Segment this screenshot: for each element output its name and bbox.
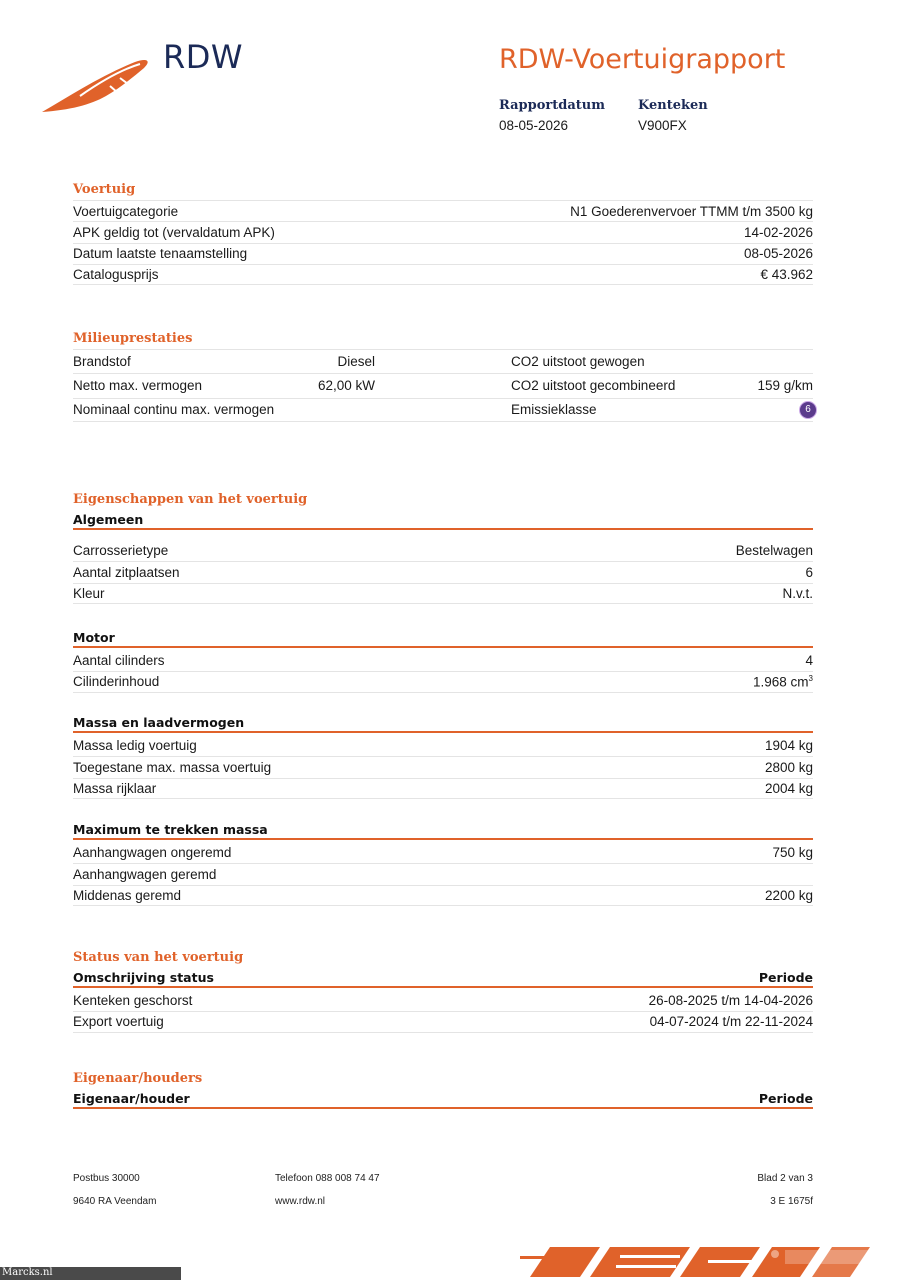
towing-subtitle <box>73 820 813 840</box>
row-label: Toegestane max. massa voertuig <box>73 759 272 775</box>
status-col-period: Periode <box>758 970 813 985</box>
engine-rows <box>73 650 813 693</box>
vehicle-rows <box>73 200 813 285</box>
footer-page-number: Blad 2 van 3 <box>757 1173 813 1184</box>
table-row <box>73 398 813 422</box>
row-label: Brandstof <box>73 354 131 370</box>
table-row <box>73 583 813 604</box>
owners-section <box>73 1069 813 1109</box>
table-row <box>73 264 813 285</box>
row-label: Export voertuig <box>73 1014 164 1030</box>
row-value: 6 <box>805 564 813 580</box>
row-label: Datum laatste tenaamstelling <box>73 246 248 262</box>
table-row <box>73 671 813 692</box>
status-section-title: Status van het voertuig <box>73 950 244 965</box>
row-label: Aanhangwagen ongeremd <box>73 845 232 861</box>
row-label: Kleur <box>73 585 105 601</box>
table-row <box>73 561 813 582</box>
row-label: Aantal cilinders <box>73 653 165 669</box>
row-label: Netto max. vermogen <box>73 378 203 394</box>
row-value: N1 Goederenvervoer TTMM t/m 3500 kg <box>570 203 813 219</box>
status-rows <box>73 990 813 1033</box>
row-value: 04-07-2024 t/m 22-11-2024 <box>649 1014 813 1030</box>
row-label: Emissieklasse <box>511 402 597 418</box>
mass-section <box>73 713 813 799</box>
row-label: Cilinderinhoud <box>73 674 160 690</box>
plate-value: V900FX <box>638 118 687 133</box>
row-label: CO2 uitstoot gewogen <box>511 354 645 370</box>
emission-class-value <box>741 401 813 419</box>
row-label: Aantal zitplaatsen <box>73 564 180 580</box>
row-label: Middenas geremd <box>73 887 182 903</box>
logo-text: RDW <box>163 38 244 76</box>
table-row <box>73 778 813 799</box>
row-label: APK geldig tot (vervaldatum APK) <box>73 224 275 240</box>
footer-website[interactable]: www.rdw.nl <box>275 1196 326 1207</box>
table-row <box>73 863 813 884</box>
towing-subtitle-label: Maximum te trekken massa <box>73 822 268 837</box>
row-value: Diesel <box>337 354 375 370</box>
engine-subtitle <box>73 628 813 648</box>
towing-section <box>73 820 813 906</box>
row-label: Nominaal continu max. vermogen <box>73 402 275 418</box>
mass-subtitle <box>73 713 813 733</box>
general-rows <box>73 540 813 604</box>
row-value: Bestelwagen <box>735 543 813 559</box>
owners-col-period: Periode <box>758 1091 813 1106</box>
general-subtitle <box>73 510 813 530</box>
row-value: 1904 kg <box>764 738 813 754</box>
vehicle-section <box>73 180 813 285</box>
properties-section <box>73 490 813 604</box>
table-row <box>73 349 813 373</box>
row-value: N.v.t. <box>782 585 813 601</box>
table-row <box>73 756 813 777</box>
watermark-text: Marcks.nl <box>2 1267 53 1278</box>
row-value: 62,00 kW <box>317 378 375 394</box>
row-value: 750 kg <box>772 845 813 861</box>
table-row <box>73 200 813 221</box>
report-title: RDW-Voertuigrapport <box>499 44 786 75</box>
report-date-label: Rapportdatum <box>499 98 605 113</box>
table-row <box>73 650 813 671</box>
towing-rows <box>73 842 813 906</box>
status-section <box>73 948 813 1033</box>
displacement-unit-sup: 3 <box>808 674 813 684</box>
displacement-value: 1.968 cm <box>753 674 809 690</box>
table-row <box>73 540 813 561</box>
footer-address-2: 9640 RA Veendam <box>73 1196 157 1207</box>
mass-subtitle-label: Massa en laadvermogen <box>73 715 245 730</box>
vehicle-section-title: Voertuig <box>73 182 136 197</box>
table-row <box>73 842 813 863</box>
row-value: 2200 kg <box>764 887 813 903</box>
general-subtitle-label: Algemeen <box>73 512 144 527</box>
row-value: 4 <box>805 653 813 669</box>
row-value: 26-08-2025 t/m 14-04-2026 <box>648 993 813 1009</box>
row-label: Carrosserietype <box>73 543 169 559</box>
plate-block <box>638 98 708 133</box>
row-value: 2004 kg <box>764 780 813 796</box>
status-header <box>73 968 813 988</box>
environment-rows <box>73 349 813 422</box>
table-row <box>73 735 813 756</box>
properties-section-title: Eigenschappen van het voertuig <box>73 492 308 507</box>
row-label: Kenteken geschorst <box>73 993 193 1009</box>
row-label: Massa rijklaar <box>73 780 157 796</box>
row-label: CO2 uitstoot gecombineerd <box>511 378 676 394</box>
row-value: 08-05-2026 <box>743 246 813 262</box>
decorative-stripes-icon <box>520 1244 904 1280</box>
row-label: Catalogusprijs <box>73 267 159 283</box>
footer-phone: Telefoon 088 008 74 47 <box>275 1173 380 1184</box>
row-value <box>753 674 813 690</box>
mass-rows <box>73 735 813 799</box>
row-value: 14-02-2026 <box>743 224 813 240</box>
engine-section <box>73 628 813 693</box>
status-col-description: Omschrijving status <box>73 970 214 985</box>
footer-address-1: Postbus 30000 <box>73 1173 140 1184</box>
table-row <box>73 1011 813 1032</box>
environment-section-title: Milieuprestaties <box>73 331 193 346</box>
owners-header <box>73 1089 813 1109</box>
row-value: 2800 kg <box>764 759 813 775</box>
table-row <box>73 885 813 906</box>
table-row <box>73 373 813 397</box>
table-row <box>73 221 813 242</box>
owners-section-title: Eigenaar/houders <box>73 1071 203 1086</box>
report-date-block <box>499 98 605 133</box>
plate-label: Kenteken <box>638 98 708 113</box>
row-value: € 43.962 <box>760 267 813 283</box>
row-label: Massa ledig voertuig <box>73 738 197 754</box>
row-label: Voertuigcategorie <box>73 203 179 219</box>
emission-class-badge: 6 <box>799 401 817 419</box>
footer-code: 3 E 1675f <box>770 1196 813 1207</box>
row-value: 159 g/km <box>757 378 813 394</box>
environment-section <box>73 329 813 422</box>
owners-col-owner: Eigenaar/houder <box>73 1091 190 1106</box>
table-row <box>73 243 813 264</box>
report-date-value: 08-05-2026 <box>499 118 569 133</box>
row-label: Aanhangwagen geremd <box>73 866 217 882</box>
engine-subtitle-label: Motor <box>73 630 115 645</box>
table-row <box>73 990 813 1011</box>
